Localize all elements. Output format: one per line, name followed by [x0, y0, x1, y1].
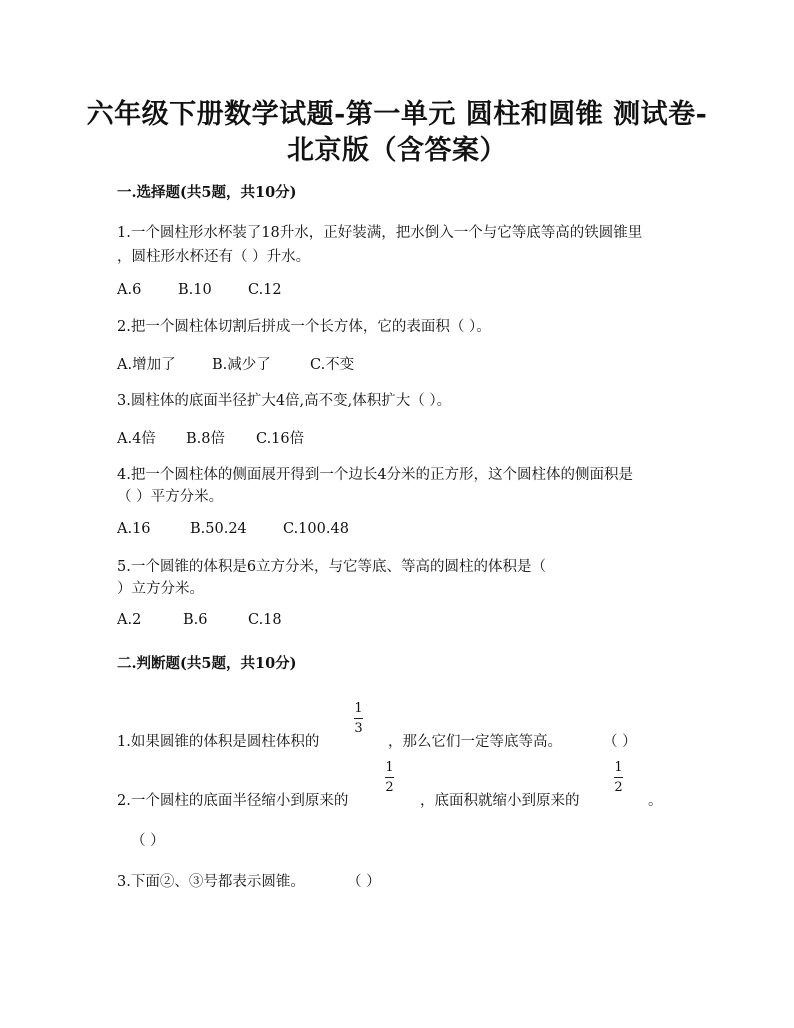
- judge-1-text-before: 1.如果圆锥的体积是圆柱体积的: [117, 734, 320, 750]
- judge-2-text-middle: ，底面积就缩小到原来的: [420, 793, 580, 809]
- question-4-line1: 4.把一个圆柱体的侧面展开得到一个边长4分米的正方形，这个圆柱体的侧面积是: [117, 467, 634, 483]
- judge-2-fraction-1: [385, 760, 394, 795]
- question-3-option-b: B.8倍: [186, 431, 225, 447]
- question-5-option-c: C.18: [248, 612, 282, 628]
- judge-1-text-after: ，那么它们一定等底等高。: [388, 734, 562, 750]
- question-4-option-b: B.50.24: [190, 521, 247, 537]
- section-heading-choice: 一.选择题(共5题，共10分): [117, 184, 297, 201]
- question-2-line1: 2.把一个圆柱体切割后拼成一个长方体，它的表面积（ ）。: [117, 319, 491, 335]
- judge-2-answer-paren: （ ）: [131, 833, 165, 849]
- question-5-line1: 5.一个圆锥的体积是6立方分米，与它等底、等高的圆柱的体积是（: [117, 559, 547, 575]
- question-5-line2: ）立方分米。: [117, 581, 204, 597]
- question-5-option-b: B.6: [183, 612, 208, 628]
- question-1-option-c: C.12: [248, 282, 282, 298]
- section-heading-judgement: 二.判断题(共5题，共10分): [117, 655, 297, 672]
- judge-2-fraction-2-denominator: 2: [614, 780, 623, 795]
- judge-1-fraction-denominator: 3: [354, 721, 363, 736]
- question-3-option-a: A.4倍: [117, 431, 156, 447]
- judge-3-answer-paren: （ ）: [347, 874, 381, 890]
- document-title-line1: 六年级下册数学试题-第一单元 圆柱和圆锥 测试卷-: [86, 99, 708, 130]
- judge-2-fraction-1-denominator: 2: [385, 780, 394, 795]
- fraction-bar: [385, 777, 394, 778]
- question-1-line1: 1.一个圆柱形水杯装了18升水，正好装满，把水倒入一个与它等底等高的铁圆锥里: [117, 225, 643, 241]
- judge-2-text-after: 。: [648, 793, 663, 809]
- question-1-option-a: A.6: [117, 282, 142, 298]
- judge-2-fraction-2-numerator: 1: [614, 760, 623, 775]
- judge-2-fraction-2: [614, 760, 623, 795]
- judge-2-fraction-1-numerator: 1: [385, 760, 394, 775]
- question-3-line1: 3.圆柱体的底面半径扩大4倍,高不变,体积扩大（ ）。: [117, 393, 452, 409]
- question-5-option-a: A.2: [117, 612, 142, 628]
- question-3-option-c: C.16倍: [256, 431, 305, 447]
- fraction-bar: [354, 718, 363, 719]
- judge-2-text-before: 2.一个圆柱的底面半径缩小到原来的: [117, 793, 349, 809]
- question-2-option-a: A.增加了: [117, 357, 176, 373]
- question-2-option-c: C.不变: [310, 357, 355, 373]
- question-4-option-c: C.100.48: [283, 521, 349, 537]
- question-4-option-a: A.16: [117, 521, 151, 537]
- question-2-option-b: B.减少了: [212, 357, 271, 373]
- document-title-line2: 北京版（含答案）: [287, 135, 507, 166]
- judge-3-text: 3.下面②、③号都表示圆锥。: [117, 874, 305, 890]
- judge-1-fraction-numerator: 1: [354, 701, 363, 716]
- question-1-option-b: B.10: [178, 282, 212, 298]
- question-1-line2: ，圆柱形水杯还有（ ）升水。: [117, 249, 311, 265]
- fraction-bar: [614, 777, 623, 778]
- judge-1-fraction: [354, 701, 363, 736]
- question-4-line2: （ ）平方分米。: [117, 489, 224, 505]
- judge-1-answer-paren: （ ）: [603, 734, 637, 750]
